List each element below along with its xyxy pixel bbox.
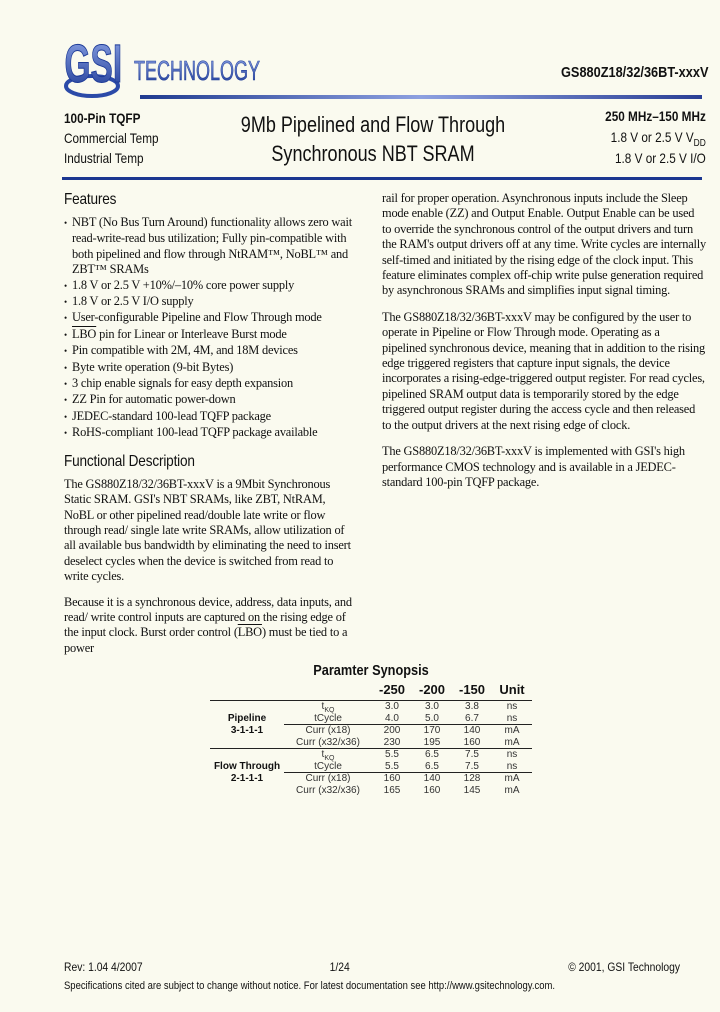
feature-item: • ZZ Pin for automatic power-down [64, 392, 358, 408]
value-cell: 140 [452, 725, 492, 737]
header-rule [62, 177, 702, 180]
parameter-text: t [321, 701, 325, 712]
frequency-range: 250 MHz–150 MHz [605, 108, 706, 124]
title-line: 9Mb Pipelined and Flow Through [240, 112, 506, 137]
package-line: 100-Pin TQFP [64, 110, 141, 126]
group-name: Pipeline [227, 712, 267, 724]
group-cell [210, 749, 284, 761]
table-title: Paramter Synopsis [313, 662, 429, 679]
group-burst: 2-1-1-1 [230, 772, 264, 784]
value-cell: 128 [452, 773, 492, 785]
left-column [64, 190, 358, 656]
feature-item: • NBT (No Bus Turn Around) functionality allows zero wait read-write-read bus utilization; Fully pin-compatible with both pipelined and flow through NtRAM™, NoBL™ and ZBT™ SRAMs [64, 215, 358, 278]
unit-cell: ns [506, 712, 518, 724]
features-section [64, 190, 358, 442]
copyright: © 2001, GSI Technology [568, 960, 680, 974]
value-cell: 160 [372, 773, 412, 785]
column-header: -150 [458, 682, 486, 697]
package-info [64, 108, 159, 168]
table-row [210, 725, 532, 737]
svg-text:GSI: GSI [64, 32, 123, 95]
parameter-name [284, 773, 372, 785]
table-row [210, 749, 532, 761]
parameter-text: Curr (x18) [305, 773, 351, 784]
column-header: -200 [418, 682, 446, 697]
parameter-text: Curr (x18) [305, 725, 351, 736]
parameter-text: Curr (x32/x36) [296, 736, 360, 748]
unit-cell: mA [492, 725, 532, 737]
paragraph [64, 595, 358, 657]
lbo-signal: $\overline{LBO}$ [72, 326, 97, 341]
value-cell: 7.5 [465, 760, 479, 772]
column-header: -250 [378, 682, 406, 697]
unit-cell: mA [504, 784, 520, 796]
value-cell: 160 [423, 784, 441, 796]
document-title [223, 110, 523, 168]
unit-cell: mA [504, 736, 520, 748]
footer-notice: Specifications cited are subject to change without notice. For latest documentation see http://www.gsitechnology.com. [64, 980, 555, 992]
description-continued [382, 191, 706, 490]
text: Because it is a synchronous device, address, data inputs, and read/ write control inputs are captured on the rising edge of the input clock. Burst order control ( [64, 594, 352, 640]
revision: Rev: 1.04 4/2007 [64, 960, 143, 974]
parameter-text: Curr (x32/x36) [296, 784, 360, 796]
table-row [210, 701, 532, 713]
svg-text:TECHNOLOGY: TECHNOLOGY [134, 55, 261, 86]
value-cell: 230 [383, 736, 401, 748]
value-cell: 7.5 [452, 749, 492, 761]
group-cell [210, 701, 284, 713]
title-line: Synchronous NBT SRAM [271, 141, 475, 166]
table-row [210, 773, 532, 785]
column-header: Unit [499, 682, 525, 697]
parameter-text: t [321, 749, 325, 760]
spec-summary [605, 106, 706, 169]
table-header-row [210, 680, 532, 701]
header-gradient-rule [140, 95, 702, 99]
parameter-name [284, 761, 372, 773]
part-number: GS880Z18/32/36BT-xxxV [560, 64, 708, 81]
features-list [64, 215, 358, 442]
vdd-text: 1.8 V or 2.5 V V [610, 129, 694, 145]
group-cell [210, 737, 284, 749]
value-cell: 5.5 [385, 760, 399, 772]
value-cell: 145 [463, 784, 481, 796]
parameter-text: tCycle [314, 712, 342, 724]
value-cell: 200 [372, 725, 412, 737]
parameter-name [284, 701, 372, 713]
feature-item: • User-configurable Pipeline and Flow Through mode [64, 310, 358, 326]
io-spec: 1.8 V or 2.5 V I/O [615, 150, 706, 166]
temp-line: Commercial Temp [64, 130, 159, 146]
group-cell [210, 785, 284, 797]
features-heading: Features [64, 191, 117, 208]
feature-item: • Byte write operation (9-bit Bytes) [64, 360, 358, 376]
feature-item: • 1.8 V or 2.5 V +10%/–10% core power supply [64, 278, 358, 294]
unit-cell: ns [506, 760, 518, 772]
vdd-subscript: DD [693, 137, 706, 149]
value-cell: 170 [412, 725, 452, 737]
table-row [210, 737, 532, 749]
parameter-name [284, 749, 372, 761]
header-spacer [210, 680, 284, 701]
value-cell: 4.0 [385, 712, 399, 724]
value-cell: 6.5 [412, 749, 452, 761]
value-cell: 5.0 [425, 712, 439, 724]
parameter-name [284, 713, 372, 725]
value-cell: 3.0 [372, 701, 412, 713]
value-cell: 160 [463, 736, 481, 748]
value-cell: 6.7 [465, 712, 479, 724]
paragraph: The GS880Z18/32/36BT-xxxV is a 9Mbit Synchronous Static SRAM. GSI's NBT SRAMs, like ZBT, NtRAM, NoBL or other pipelined read/double late write or flow through read/ single late write SRAMs, allow utilization of all available bus bandwidth by eliminating the need to insert deselect cycles when the device is switched from read to write cycles. [64, 476, 351, 584]
feature-item: • RoHS-compliant 100-lead TQFP package available [64, 425, 358, 441]
value-cell: 6.5 [425, 760, 439, 772]
value-cell: 5.5 [372, 749, 412, 761]
paragraph: The GS880Z18/32/36BT-xxxV may be configured by the user to operate in Pipeline or Flow Through mode. Operating as a pipelined synchronous device, meaning that in addition to the rising edge triggered registers that capture input signals, the device incorporates a rising-edge-triggered output register. For read cycles, pipelined SRAM output data is temporarily stored by the edge triggered output register during the access cycle and then released to the output drivers at the next rising edge of clock. [382, 309, 705, 432]
value-cell: 3.0 [412, 701, 452, 713]
value-cell: 140 [412, 773, 452, 785]
group-name: Flow Through [213, 760, 281, 772]
vdd-spec [605, 127, 706, 148]
table-row [210, 713, 532, 725]
feature-item: • JEDEC-standard 100-lead TQFP package [64, 409, 358, 425]
page-number: 1/24 [329, 960, 350, 974]
functional-description-heading: Functional Description [64, 452, 195, 470]
text: ) must be tied to a power [64, 625, 348, 655]
feature-item: • Pin compatible with 2M, 4M, and 18M devices [64, 343, 358, 359]
temp-line: Industrial Temp [64, 150, 144, 166]
unit-cell: mA [492, 773, 532, 785]
functional-description-section [64, 452, 358, 656]
parameter-name [284, 737, 372, 749]
gsi-technology-logo [62, 28, 262, 100]
table-row [210, 785, 532, 797]
feature-item [64, 327, 358, 343]
parameter-subscript: KQ [324, 755, 335, 762]
parameter-name [284, 725, 372, 737]
parameter-name [284, 785, 372, 797]
unit-cell: ns [492, 749, 532, 761]
value-cell: 195 [423, 736, 441, 748]
value-cell: 3.8 [452, 701, 492, 713]
table-body [210, 701, 532, 797]
feature-text: pin for Linear or Interleave Burst mode [99, 326, 287, 341]
footer [64, 960, 680, 974]
paragraph: The GS880Z18/32/36BT-xxxV is implemented with GSI's high performance CMOS technology and is available in a JEDEC-standard 100-pin TQFP package. [382, 444, 685, 489]
group-burst: 3-1-1-1 [230, 724, 264, 736]
parameter-synopsis [210, 662, 532, 796]
parameter-text: tCycle [314, 760, 342, 772]
feature-item: • 3 chip enable signals for easy depth expansion [64, 376, 358, 392]
unit-cell: ns [492, 701, 532, 713]
parameter-subscript: KQ [324, 707, 335, 714]
synopsis-table [210, 680, 532, 796]
header-spacer [284, 680, 372, 701]
paragraph: rail for proper operation. Asynchronous inputs include the Sleep mode enable (ZZ) and Output Enable. Output Enable can be used to override the synchronous control of the output drivers and turn the RAM's output drivers off at any time. Write cycles are internally self-timed and initiated by the rising edge of the clock input. This feature eliminates complex off-chip write pulse generation required by asynchronous SRAMs and simplifies input signal timing. [382, 191, 706, 298]
feature-item: • 1.8 V or 2.5 V I/O supply [64, 294, 358, 310]
lbo-signal: $\overline{LBO}$ [237, 625, 262, 640]
table-row [210, 761, 532, 773]
value-cell: 165 [383, 784, 401, 796]
